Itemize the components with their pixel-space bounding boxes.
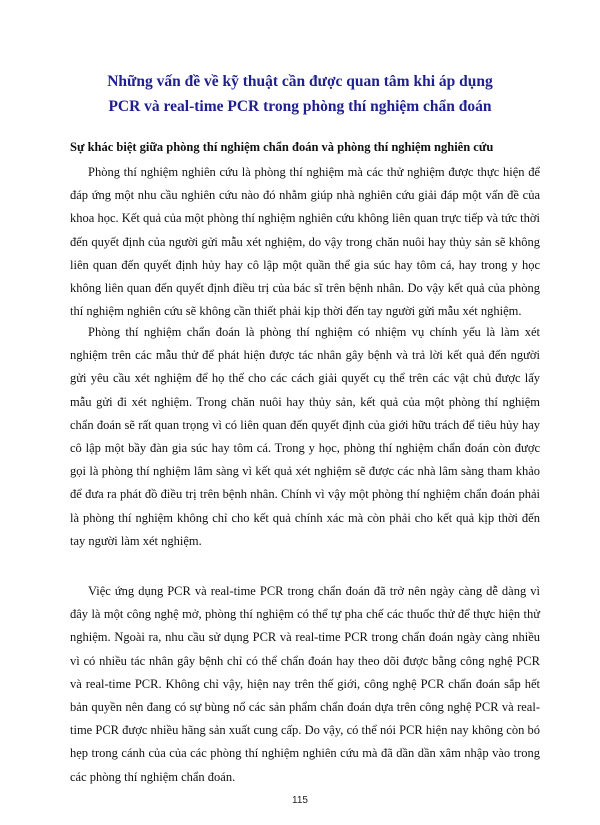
paragraph-research-lab: Phòng thí nghiệm nghiên cứu là phòng thí nghiệm mà các thử nghiệm được thực hiện để đáp ứng một nhu cầu nghiên cứu nào đó nhằm giúp nhà nghiên cứu giải đáp một vấn đề của khoa học. Kết quả của một phòng thí nghiệm nghiên cứu không liên quan trực tiếp và tức thời đến quyết định của người gửi mẫu xét nghiệm, do vậy trong chăn nuôi hay thủy sản sẽ không liên quan đến quyết định hủy hay cô lập một quần thể gia súc hay tôm cá, hay trong y học không liên quan đến quyết định điều trị của bác sĩ trên bệnh nhân. Do vậy kết quả của phòng thí nghiệm nghiên cứu sẽ không cần thiết phải kịp thời đến tay người gửi mẫu xét nghiệm. [70,165,540,319]
paragraph-pcr-application: Việc ứng dụng PCR và real-time PCR trong chẩn đoán đã trở nên ngày càng dễ dàng vì đây là một công nghệ mở, phòng thí nghiệm có thể tự pha chế các thuốc thử để thực hiện thử nghiệm. Ngoài ra, nhu cầu sử dụng PCR và real-time PCR trong chẩn đoán ngày càng nhiều vì có nhiều tác nhân gây bệnh chỉ có thể chẩn đoán hay theo dõi được bằng công nghệ PCR và real-time PCR. Không chỉ vậy, hiện nay trên thế giới, công nghệ PCR chẩn đoán sắp hết bản quyền nên đang có sự bùng nổ các sản phẩm chẩn đoán dựa trên công nghệ PCR và real-time PCR được nhiều hãng sản xuất cung cấp. Do vậy, có thể nói PCR hiện nay không còn bó hẹp trong cánh của của các phòng thí nghiệm nghiên cứu mà đã dần dần xâm nhập vào trong các phòng thí nghiệm chẩn đoán. [70,584,540,784]
paragraph-diagnostic-lab: Phòng thí nghiệm chẩn đoán là phòng thí nghiệm có nhiệm vụ chính yếu là làm xét nghiệm trên các mẫu thử để phát hiện được tác nhân gây bệnh và trả lời kết quả đến người gửi yêu cầu xét nghiệm để họ thể cho các cách giải quyết cụ thể trên các vật chủ được lấy mẫu gửi đi xét nghiệm. Trong chăn nuôi hay thủy sản, kết quả của một phòng thí nghiệm chẩn đoán sẽ rất quan trọng vì có liên quan đến quyết định của giới hữu trách để tiêu hủy hay cô lập một bầy đàn gia súc hay tôm cá. Trong y học, phòng thí nghiệm chẩn đoán còn được gọi là phòng thí nghiệm lâm sàng vì kết quả xét nghiệm sẽ được các nhà lâm sàng tham khảo để đưa ra phát đồ điều trị trên bệnh nhân. Chính vì vậy một phòng thí nghiệm chẩn đoán phải là phòng thí nghiệm không chỉ cho kết quả chính xác mà còn phải cho kết quả kịp thời đến tay người làm xét nghiệm. [70,325,540,548]
page-title-line-2: PCR và real-time PCR trong phòng thí nghiệm chẩn đoán [108,98,492,115]
page-number: 115 [292,795,308,806]
section-heading: Sự khác biệt giữa phòng thí nghiệm chẩn đoán và phòng thí nghiệm nghiên cứu [70,140,494,154]
page-title-line-1: Những vấn đề về kỹ thuật cần được quan tâm khi áp dụng [107,73,493,90]
